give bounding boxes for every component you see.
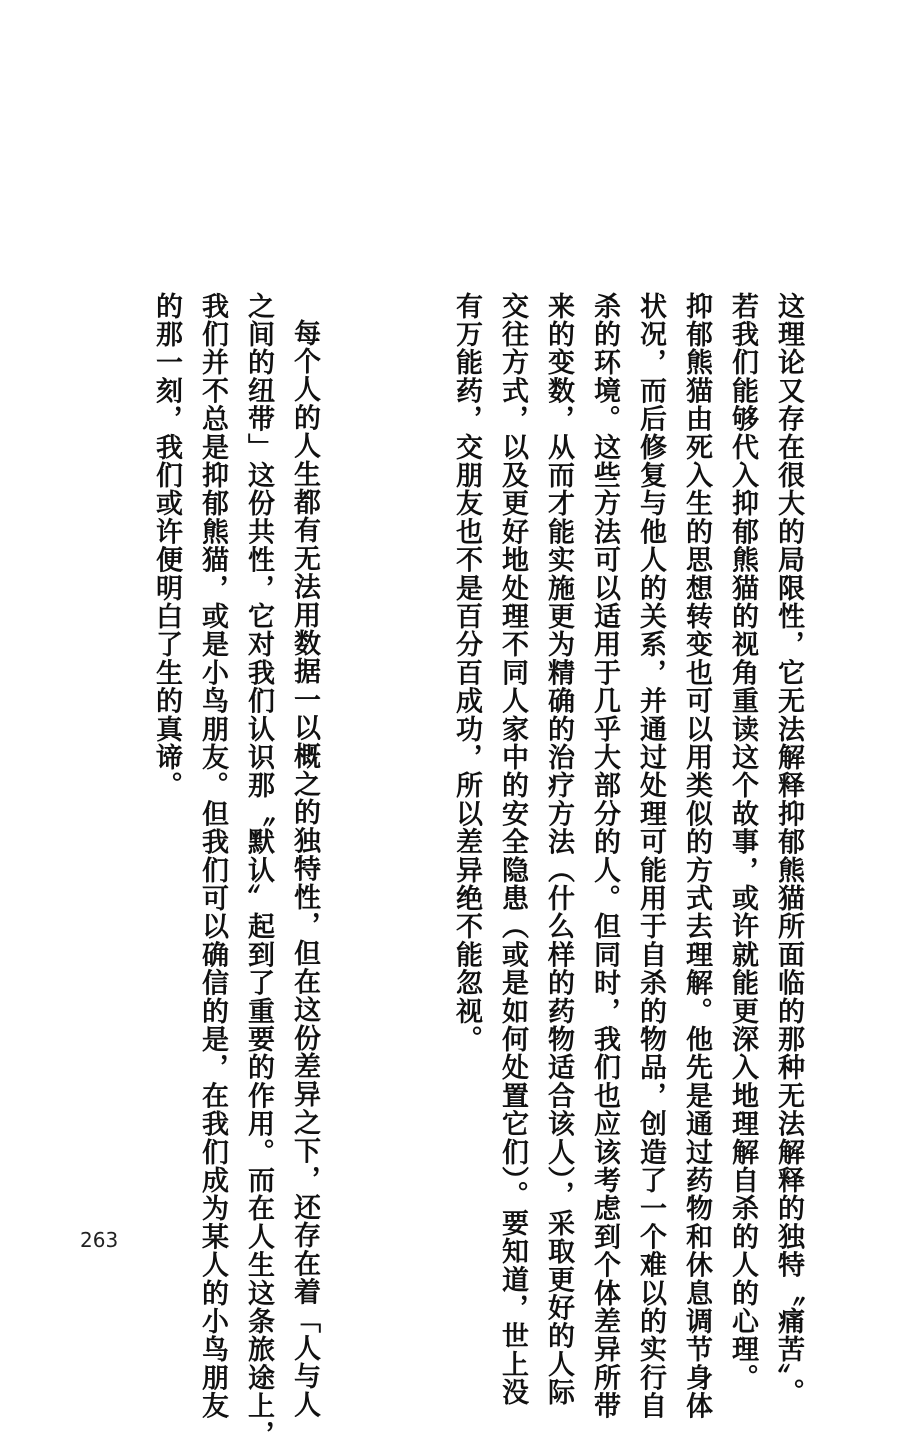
page-number: 263	[80, 1228, 119, 1252]
text-column-p1-2: 若我们能够代入抑郁熊猫的视角重读这个故事，或许就能更深入地理解自杀的人的心理。	[727, 292, 758, 1392]
text-column-p1-5: 杀的环境。这些方法可以适用于几乎大部分的人。但同时，我们也应该考虑到个体差异所带	[589, 292, 620, 1420]
text-column-p2-3: 我们并不总是抑郁熊猫，或是小鸟朋友。但我们可以确信的是，在我们成为某人的小鸟朋友	[197, 292, 228, 1420]
text-column-p1-8: 有万能药，交朋友也不是百分百成功，所以差异绝不能忽视。	[451, 292, 482, 1054]
text-column-p2-2: 之间的纽带」这份共性，它对我们认识那〝默认〞起到了重要的作用。而在人生这条旅途上，	[243, 292, 274, 1448]
text-column-p1-4: 状况，而后修复与他人的关系，并通过处理可能用于自杀的物品，创造了一个难以的实行自	[635, 292, 666, 1420]
text-column-p1-1: 这理论又存在很大的局限性，它无法解释抑郁熊猫所面临的那种无法解释的独特〝痛苦〞。	[773, 292, 804, 1407]
text-column-p1-7: 交往方式，以及更好地处理不同人家中的安全隐患（或是如何处置它们）。要知道，世上没	[497, 292, 528, 1407]
text-column-p1-3: 抑郁熊猫由死入生的思想转变也可以用类似的方式去理解。他先是通过药物和休息调节身体	[681, 292, 712, 1420]
text-column-p2-1: 每个人的人生都有无法用数据一以概之的独特性，但在这份差异之下，还存在着「人与人	[289, 319, 320, 1419]
text-column-p1-6: 来的变数，从而才能实施更为精确的治疗方法（什么样的药物适合该人），采取更好的人际	[543, 292, 574, 1407]
text-column-p2-4: 的那一刻，我们或许便明白了生的真谛。	[151, 292, 182, 800]
